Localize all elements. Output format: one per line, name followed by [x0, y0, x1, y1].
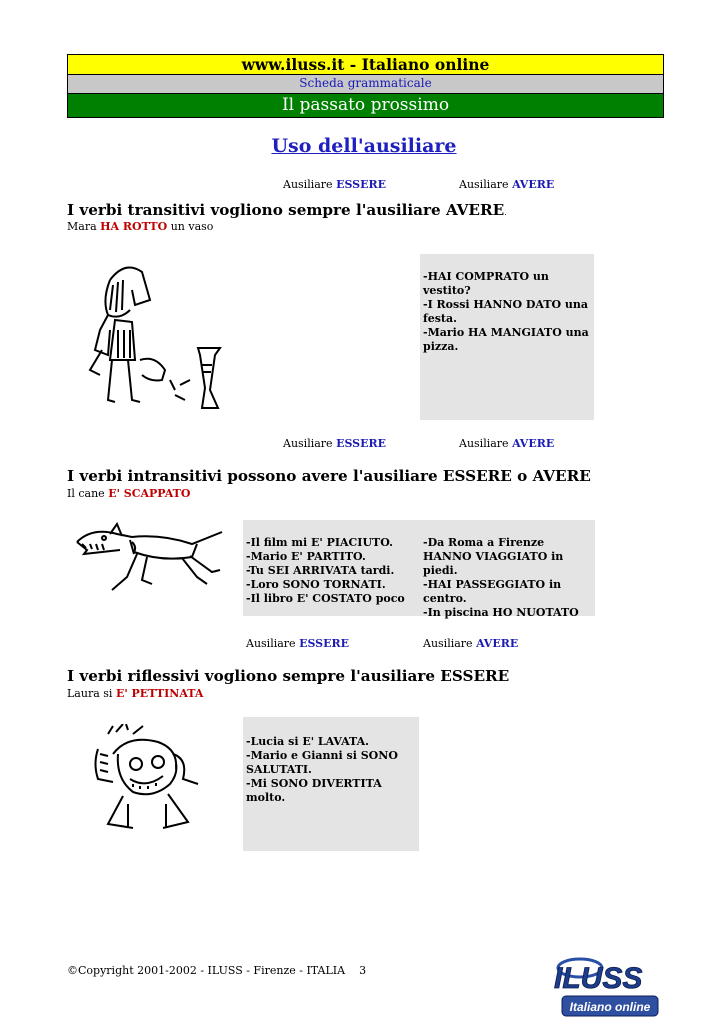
legend-essere: Ausiliare ESSERE: [246, 637, 350, 650]
section-heading-reflexive: I verbi riflessivi vogliono sempre l'ausiliare ESSERE: [67, 667, 510, 685]
avere-examples-transitive: [423, 270, 593, 354]
example-line: -HAI PASSEGGIATO in centro.: [423, 578, 562, 605]
page-number: 3: [359, 964, 367, 977]
girl-combing-hair-drawing: [88, 724, 208, 836]
logo-wordmark: ILUSS: [554, 962, 643, 995]
essere-examples-reflexive: [246, 735, 418, 805]
example-line: -Mario E' PARTITO.: [246, 550, 366, 563]
topic-banner: Il passato prossimo: [67, 94, 664, 118]
section-heading-intransitive: I verbi intransitivi possono avere l'ausiliare ESSERE o AVERE: [67, 467, 591, 485]
section-heading-transitive: I verbi transitivi vogliono sempre l'ausiliare AVERE.: [67, 201, 507, 219]
iluss-logo: [548, 950, 660, 1020]
example-line: -Mario HA MANGIATO una pizza.: [423, 326, 589, 353]
example-reflexive: Laura si E' PETTINATA: [67, 687, 204, 700]
avere-examples-intransitive: [423, 536, 593, 620]
example-line: -HAI COMPRATO un vestito?: [423, 270, 549, 297]
example-line: -Il film mi E' PIACIUTO.: [246, 536, 393, 549]
legend-essere: Ausiliare ESSERE: [283, 178, 387, 191]
legend-essere: Ausiliare ESSERE: [283, 437, 387, 450]
legend-avere: Ausiliare AVERE: [459, 178, 555, 191]
footer-copyright: ©Copyright 2001-2002 - ILUSS - Firenze - ITALIA 3: [67, 964, 367, 977]
worksheet-subtitle: Scheda grammaticale: [67, 75, 664, 94]
example-line: -Loro SONO TORNATI.: [246, 578, 386, 591]
example-transitive: Mara HA ROTTO un vaso: [67, 220, 214, 233]
running-dog-drawing: [72, 522, 237, 597]
page-title: Uso dell'ausiliare: [271, 135, 457, 157]
site-banner: www.iluss.it - Italiano online: [67, 54, 664, 75]
logo-tagline: Italiano online: [569, 1000, 651, 1014]
example-line: -I Rossi HANNO DATO una festa.: [423, 298, 589, 325]
example-line: -Lucia si E' LAVATA.: [246, 735, 369, 748]
essere-examples-intransitive: [246, 536, 418, 606]
example-line: -In piscina HO NUOTATO: [423, 606, 579, 619]
example-line: -Mario e Gianni si SONO SALUTATI.: [246, 749, 398, 776]
example-line: -Mi SONO DIVERTITA molto.: [246, 777, 382, 804]
example-intransitive: Il cane E' SCAPPATO: [67, 487, 191, 500]
legend-avere: Ausiliare AVERE: [459, 437, 555, 450]
example-line: -Tu SEI ARRIVATA tardi.: [246, 564, 395, 577]
example-line: -Il libro E' COSTATO poco: [246, 592, 405, 605]
legend-avere: Ausiliare AVERE: [423, 637, 519, 650]
example-line: -Da Roma a Firenze HANNO VIAGGIATO in piedi.: [423, 536, 564, 577]
woman-breaking-vase-drawing: [80, 260, 230, 415]
